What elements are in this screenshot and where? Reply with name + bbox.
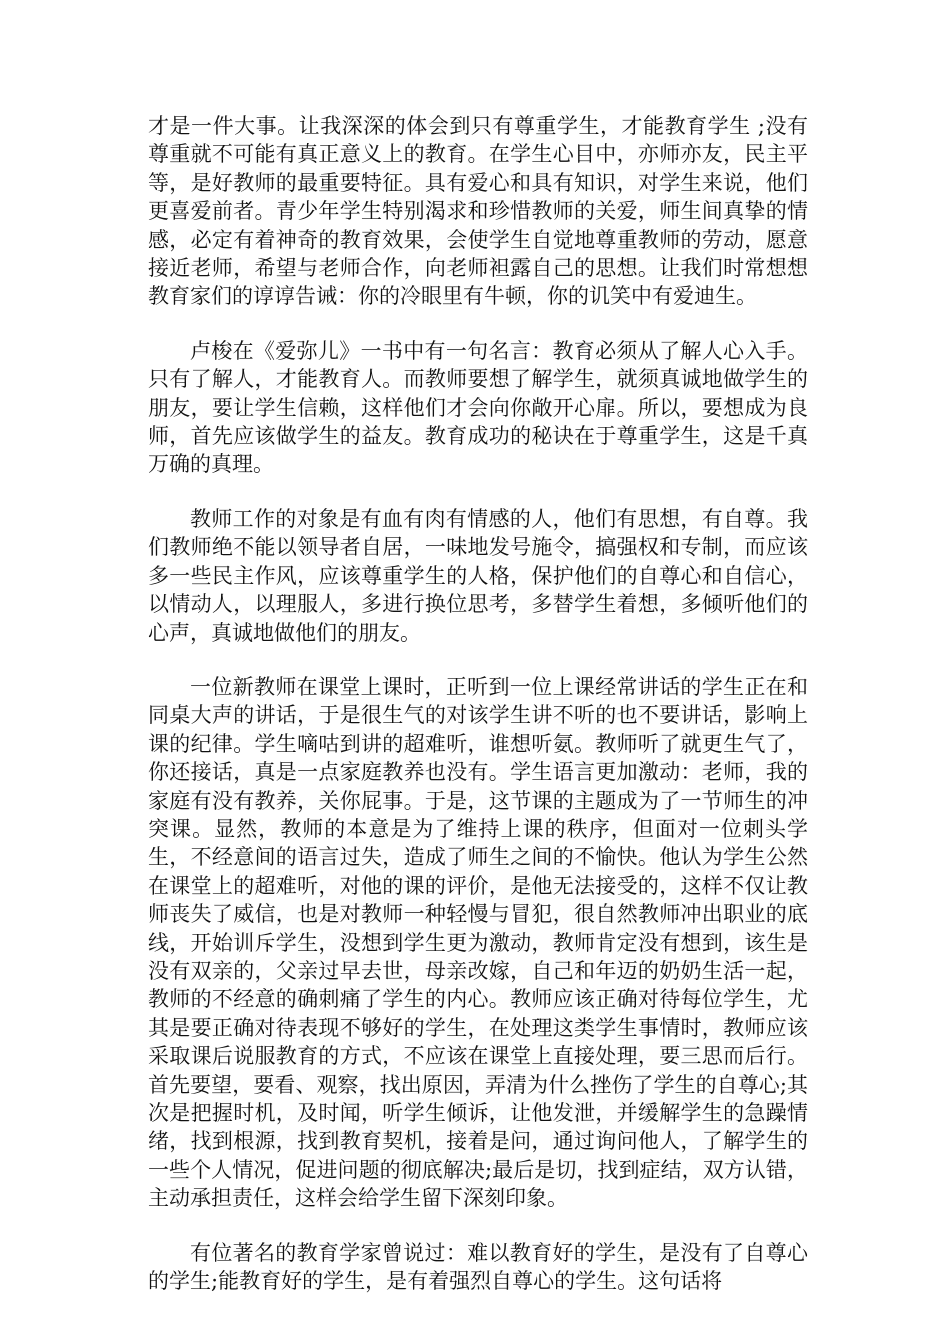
paragraph-classroom-case: 一位新教师在课堂上课时，正听到一位上课经常讲话的学生正在和同桌大声的讲话，于是很生气的对该学生讲不听的也不要讲话，影响上课的纪律。学生嘀咕到讲的超难听，谁想听氨。教师听了就更生气了，你还接话，真是一点家庭教养也没有。学生语言更加激动：老师，我的家庭有没有教养，关你屁事。于是，这节课的主题成为了一节师生的冲突课。显然，教师的本意是为了维持上课的秩序，但面对一位刺头学生，不经意间的语言过失，造成了师生之间的不愉快。他认为学生公然在课堂上的超难听，对他的课的评价，是他无法接受的，这样不仅让教师丧失了威信，也是对教师一种轻慢与冒犯，很自然教师冲出职业的底线，开始训斥学生，没想到学生更为激动，教师肯定没有想到，该生是没有双亲的，父亲过早去世，母亲改嫁，自己和年迈的奶奶生活一起，教师的不经意的确刺痛了学生的内心。教师应该正确对待每位学生，尤其是要正确对待表现不够好的学生，在处理这类学生事情时，教师应该采取课后说服教育的方式，不应该在课堂上直接处理，要三思而后行。首先要望，要看、观察，找出原因，弄清为什么挫伤了学生的自尊心;其次是把握时机，及时闻，听学生倾诉，让他发泄，并缓解学生的急躁情绪，找到根源，找到教育契机，接着是问，通过询问他人，了解学生的一些个人情况，促进问题的彻底解决;最后是切，找到症结，双方认错，主动承担责任，这样会给学生留下深刻印象。 (148, 674, 808, 1211)
paragraph-rousseau-quote: 卢梭在《爱弥儿》一书中有一句名言：教育必须从了解人心入手。只有了解人，才能教育人。而教师要想了解学生，就须真诚地做学生的朋友，要让学生信赖，这样他们才会向你敞开心扉。所以，要想成为良师，首先应该做学生的益友。教育成功的秘诀在于尊重学生，这是千真万确的真理。 (148, 338, 808, 477)
paragraph-teacher-work: 教师工作的对象是有血有肉有情感的人，他们有思想，有自尊。我们教师绝不能以领导者自居，一味地发号施令，搞强权和专制，而应该多一些民主作风，应该尊重学生的人格，保护他们的自尊心和自信心，以情动人，以理服人，多进行换位思考，多替学生着想，多倾听他们的心声，真诚地做他们的朋友。 (148, 506, 808, 645)
document-page (148, 112, 808, 1321)
paragraph-educator-saying: 有位著名的教育学家曾说过：难以教育好的学生，是没有了自尊心的学生;能教育好的学生，是有着强烈自尊心的学生。这句话将 (148, 1240, 808, 1294)
paragraph-continuation: 才是一件大事。让我深深的体会到只有尊重学生，才能教育学生 ;没有尊重就不可能有真正意义上的教育。在学生心目中，亦师亦友，民主平等，是好教师的最重要特征。具有爱心和具有知识，对学生来说，他们更喜爱前者。青少年学生特别渴求和珍惜教师的关爱，师生间真挚的情感，必定有着神奇的教育效果，会使学生自觉地尊重教师的劳动，愿意接近老师，希望与老师合作，向老师袒露自己的思想。让我们时常想想教育家们的谆谆告诫：你的冷眼里有牛顿，你的讥笑中有爱迪生。 (148, 114, 808, 309)
